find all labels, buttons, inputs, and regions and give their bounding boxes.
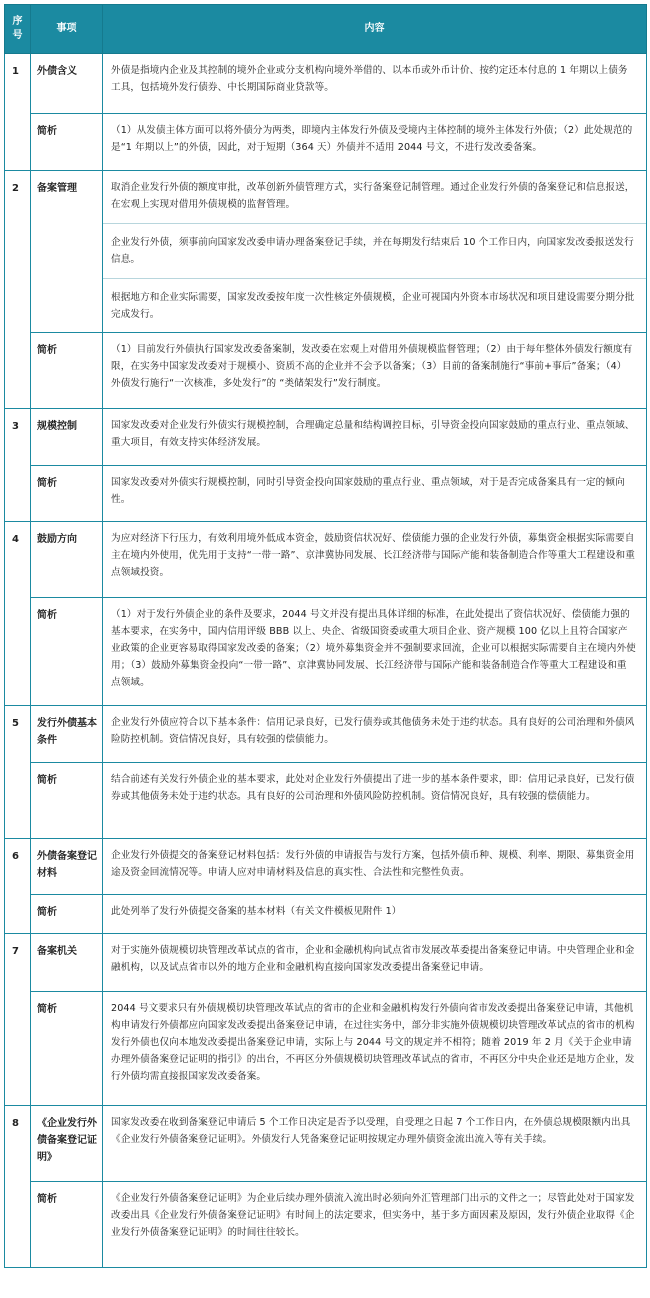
- content-paragraph: 企业发行外债，须事前向国家发改委申请办理备案登记手续，并在每期发行结束后 10 个工作日内，向国家发改委报送发行信息。: [111, 237, 634, 265]
- row-number: 8: [5, 1106, 31, 1268]
- foreign-debt-policy-table: [4, 4, 647, 1268]
- content-paragraph: 对于实施外债规模切块管理改革试点的省市，企业和金融机构向试点省市发展改革委提出备案登记申请。中央管理企业和金融机构，以及试点省市以外的地方企业和金融机构直接向国家发改委提出备案登记申请。: [111, 945, 635, 973]
- content-paragraph: 企业发行外债应符合以下基本条件：信用记录良好，已发行债券或其他债务未处于违约状态。具有良好的公司治理和外债风险防控机制。资信情况良好，具有较强的偿债能力。: [111, 717, 635, 745]
- analysis-row: [5, 598, 647, 706]
- row-number: 5: [5, 706, 31, 839]
- table-row: [5, 839, 647, 895]
- analysis-label: 简析: [31, 895, 103, 934]
- table-row: [5, 1106, 647, 1182]
- content-paragraph: 外债是指境内企业及其控制的境外企业或分支机构向境外举借的、以本币或外币计价、按约定还本付息的 1 年期以上债务工具，包括境外发行债券、中长期国际商业贷款等。: [111, 65, 628, 93]
- table-header-row: [5, 5, 647, 54]
- row-content: [103, 934, 647, 992]
- content-paragraph: 根据地方和企业实际需要，国家发改委按年度一次性核定外债规模，企业可视国内外资本市场状况和项目建设需要分期分批完成发行。: [111, 292, 635, 320]
- analysis-text: （1）从发债主体方面可以将外债分为两类，即境内主体发行外债及受境内主体控制的境外主体发行外债；（2）此处规范的是“1 年期以上”的外债，因此，对于短期（364 天）外债并不适用 2044 号文，不进行发改委备案。: [103, 114, 647, 171]
- row-number: 3: [5, 409, 31, 522]
- row-content: [103, 171, 647, 333]
- row-number: 7: [5, 934, 31, 1106]
- analysis-label: 简析: [31, 992, 103, 1106]
- content-paragraph: 国家发改委在收到备案登记申请后 5 个工作日决定是否予以受理，自受理之日起 7 个工作日内，在外债总规模限额内出具《企业发行外债备案登记证明》。外债发行人凭备案登记证明按规定办理外债资金流出流入等有关手续。: [111, 1117, 631, 1145]
- row-number: 4: [5, 522, 31, 706]
- analysis-text: 《企业发行外债备案登记证明》为企业后续办理外债流入流出时必须向外汇管理部门出示的文件之一；尽管此处对于国家发改委出具《企业发行外债备案登记证明》有时间上的法定要求，但实务中，基于多方面因素及原因，发行外债企业取得《企业发行外债备案登记证明》的时间往往较长。: [103, 1182, 647, 1268]
- content-paragraph: 取消企业发行外债的额度审批，改革创新外债管理方式，实行备案登记制管理。通过企业发行外债的备案登记和信息报送，在宏观上实现对借用外债规模的监督管理。: [111, 182, 635, 210]
- row-title: 备案机关: [31, 934, 103, 992]
- analysis-label: 简析: [31, 763, 103, 839]
- row-title: 发行外债基本条件: [31, 706, 103, 763]
- analysis-label: 简析: [31, 598, 103, 706]
- row-number: 1: [5, 54, 31, 171]
- analysis-label: 简析: [31, 1182, 103, 1268]
- analysis-row: [5, 992, 647, 1106]
- row-title: 鼓励方向: [31, 522, 103, 598]
- analysis-row: [5, 1182, 647, 1268]
- analysis-text: （1）目前发行外债执行国家发改委备案制，发改委在宏观上对借用外债规模监督管理；（2）由于每年整体外债发行额度有限，在实务中国家发改委对于规模小、资质不高的企业并不会予以备案；（3）目前的备案制施行“事前+事后”备案；（4）外债发行施行“一次核准，多处发行”的 “类储架发行”发行制度。: [103, 333, 647, 409]
- row-title: 外债备案登记材料: [31, 839, 103, 895]
- row-content: [103, 706, 647, 763]
- row-title: 《企业发行外债备案登记证明》: [31, 1106, 103, 1182]
- paragraph-divider: [103, 278, 646, 279]
- analysis-text: 此处列举了发行外债提交备案的基本材料（有关文件模板见附件 1）: [103, 895, 647, 934]
- content-paragraph: 企业发行外债提交的备案登记材料包括：发行外债的申请报告与发行方案，包括外债币种、规模、利率、期限、募集资金用途及资金回流情况等。申请人应对申请材料及信息的真实性、合法性和完整性负责。: [111, 850, 635, 878]
- table-row: [5, 934, 647, 992]
- analysis-label: 简析: [31, 114, 103, 171]
- header-num: 序号: [5, 5, 31, 54]
- analysis-text: 国家发改委对外债实行规模控制，同时引导资金投向国家鼓励的重点行业、重点领域，对于是否完成备案具有一定的倾向性。: [103, 466, 647, 522]
- table-row: [5, 54, 647, 114]
- analysis-row: [5, 763, 647, 839]
- table-row: [5, 706, 647, 763]
- row-content: [103, 54, 647, 114]
- analysis-row: [5, 466, 647, 522]
- analysis-label: 简析: [31, 333, 103, 409]
- row-content: [103, 1106, 647, 1182]
- content-paragraph: 为应对经济下行压力，有效利用境外低成本资金，鼓励资信状况好、偿债能力强的企业发行外债，募集资金根据实际需要自主在境内外使用，优先用于支持“一带一路”、京津冀协同发展、长江经济带与国际产能和装备制造合作等重大工程建设和重点领域投资。: [111, 533, 635, 578]
- analysis-row: [5, 895, 647, 934]
- analysis-label: 简析: [31, 466, 103, 522]
- row-content: [103, 409, 647, 466]
- row-title: 备案管理: [31, 171, 103, 333]
- header-item: 事项: [31, 5, 103, 54]
- table-row: [5, 171, 647, 333]
- table-row: [5, 409, 647, 466]
- row-content: [103, 839, 647, 895]
- paragraph-divider: [103, 223, 646, 224]
- analysis-row: [5, 333, 647, 409]
- row-title: 外债含义: [31, 54, 103, 114]
- analysis-text: （1）对于发行外债企业的条件及要求，2044 号文并没有提出具体详细的标准，在此处提出了资信状况好、偿债能力强的基本要求，在实务中，国内信用评级 BBB 以上、央企、省级国资委或重大项目企业、资产规模 100 亿以上且符合国家产业政策的企业更容易取得国家发改委的备案；（2）境外募集资金并不强制要求回流，企业可以根据实际需要自主在境内外使用；（3）鼓励外募集资金投向“一带一路”、京津冀协同发展、长江经济带与国际产能和装备制造合作等重大工程建设和重点领域。: [103, 598, 647, 706]
- row-title: 规模控制: [31, 409, 103, 466]
- table-row: [5, 522, 647, 598]
- analysis-row: [5, 114, 647, 171]
- row-number: 2: [5, 171, 31, 409]
- policy-table-page: [4, 4, 646, 1268]
- row-number: 6: [5, 839, 31, 934]
- analysis-text: 2044 号文要求只有外债规模切块管理改革试点的省市的企业和金融机构发行外债向省市发改委提出备案登记申请，其他机构申请发行外债都应向国家发改委提出备案登记申请，在过往实务中，部分非实施外债规模切块管理改革试点的省市的机构发行外债也仅向本地发改委提出备案登记申请，实际上与 2044 号文的规定并不相符；随着 2019 年 2 月《关于企业申请办理外债备案登记证明的指引》的出台，不再区分外债规模切块管理改革试点的省市，不再区分中央企业还是地方企业，发行外债均需直接报国家发改委备案。: [103, 992, 647, 1106]
- row-content: [103, 522, 647, 598]
- analysis-text: 结合前述有关发行外债企业的基本要求，此处对企业发行外债提出了进一步的基本条件要求，即：信用记录良好，已发行债券或其他债务未处于违约状态。具有良好的公司治理和外债风险防控机制。资信情况良好，具有较强的偿债能力。: [103, 763, 647, 839]
- header-content: 内容: [103, 5, 647, 54]
- content-paragraph: 国家发改委对企业发行外债实行规模控制，合理确定总量和结构调控目标，引导资金投向国家鼓励的重点行业、重点领域、重大项目，有效支持实体经济发展。: [111, 420, 635, 448]
